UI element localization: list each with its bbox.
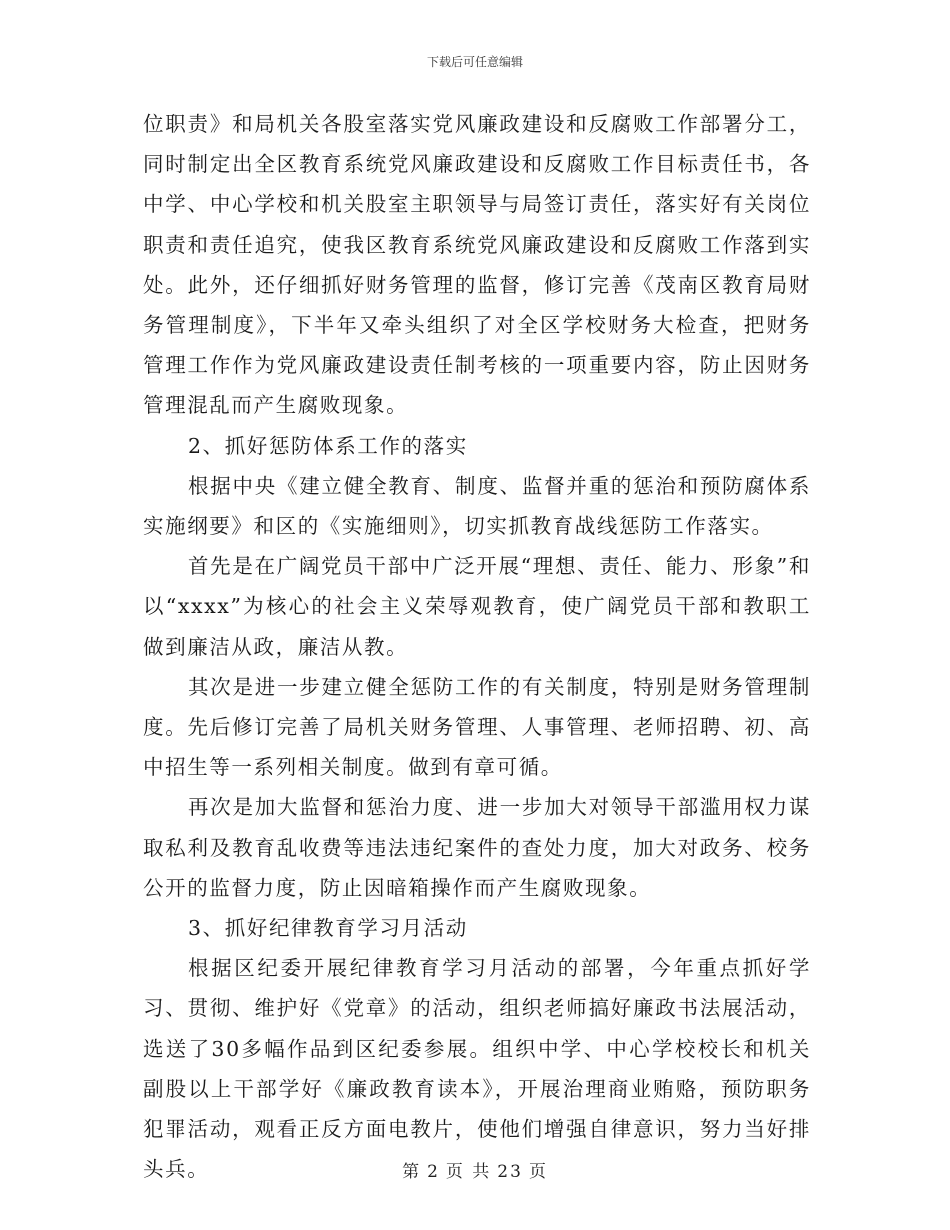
paragraph: 其次是进一步建立健全惩防工作的有关制度，特别是财务管理制度。先后修订完善了局机关财务管理、人事管理、老师招聘、初、高中招生等一系列相关制度。做到有章可循。 (143, 674, 811, 780)
document-body (143, 104, 811, 1189)
paragraph: 根据区纪委开展纪律教育学习月活动的部署，今年重点抓好学习、贯彻、维护好《党章》的活动，组织老师搞好廉政书法展活动，选送了30多幅作品到区纪委参展。组织中学、中心学校校长和机关副股以上干部学好《廉政教育读本》，开展治理商业贿赂，预防职务犯罪活动，观看正反方面电教片，使他们增强自律意识，努力当好排头兵。 (143, 956, 811, 1182)
footer-middle: 页 共 (445, 1162, 492, 1182)
section-heading-3: 3、抓好纪律教育学习月活动 (188, 916, 468, 941)
paragraph: 根据中央《建立健全教育、制度、监督并重的惩治和预防腐体系实施纲要》和区的《实施细则》，切实抓教育战线惩防工作落实。 (143, 473, 811, 539)
header-note: 下载后可任意编辑 (426, 55, 523, 69)
paragraph: 再次是加大监督和惩治力度、进一步加大对领导干部滥用权力谋取私利及教育乱收费等违法违纪案件的查处力度，加大对政务、校务公开的监督力度，防止因暗箱操作而产生腐败现象。 (143, 795, 811, 900)
paragraph-continuation: 位职责》和局机关各股室落实党风廉政建设和反腐败工作部署分工，同时制定出全区教育系统党风廉政建设和反腐败工作目标责任书，各中学、中心学校和机关股室主职领导与局签订责任，落实好有关岗位职责和责任追究，使我区教育系统党风廉政建设和反腐败工作落到实处。此外，还仔细抓好财务管理的监督，修订完善《茂南区教育局财务管理制度》，下半年又牵头组织了对全区学校财务大检查，把财务管理工作作为党风廉政建设责任制考核的一项重要内容，防止因财务管理混乱而产生腐败现象。 (143, 112, 811, 418)
footer-prefix: 第 (402, 1162, 422, 1182)
page-footer (0, 1157, 950, 1182)
footer-suffix: 页 (528, 1162, 548, 1182)
section-heading-2: 2、抓好惩防体系工作的落实 (188, 433, 468, 458)
paragraph: 首先是在广阔党员干部中广泛开展“理想、责任、能力、形象”和以“xxxx”为核心的社会主义荣辱观教育，使广阔党员干部和教职工做到廉洁从政，廉洁从教。 (143, 554, 811, 659)
page-total: 23 (497, 1162, 523, 1182)
page-number: 2 (427, 1162, 440, 1182)
